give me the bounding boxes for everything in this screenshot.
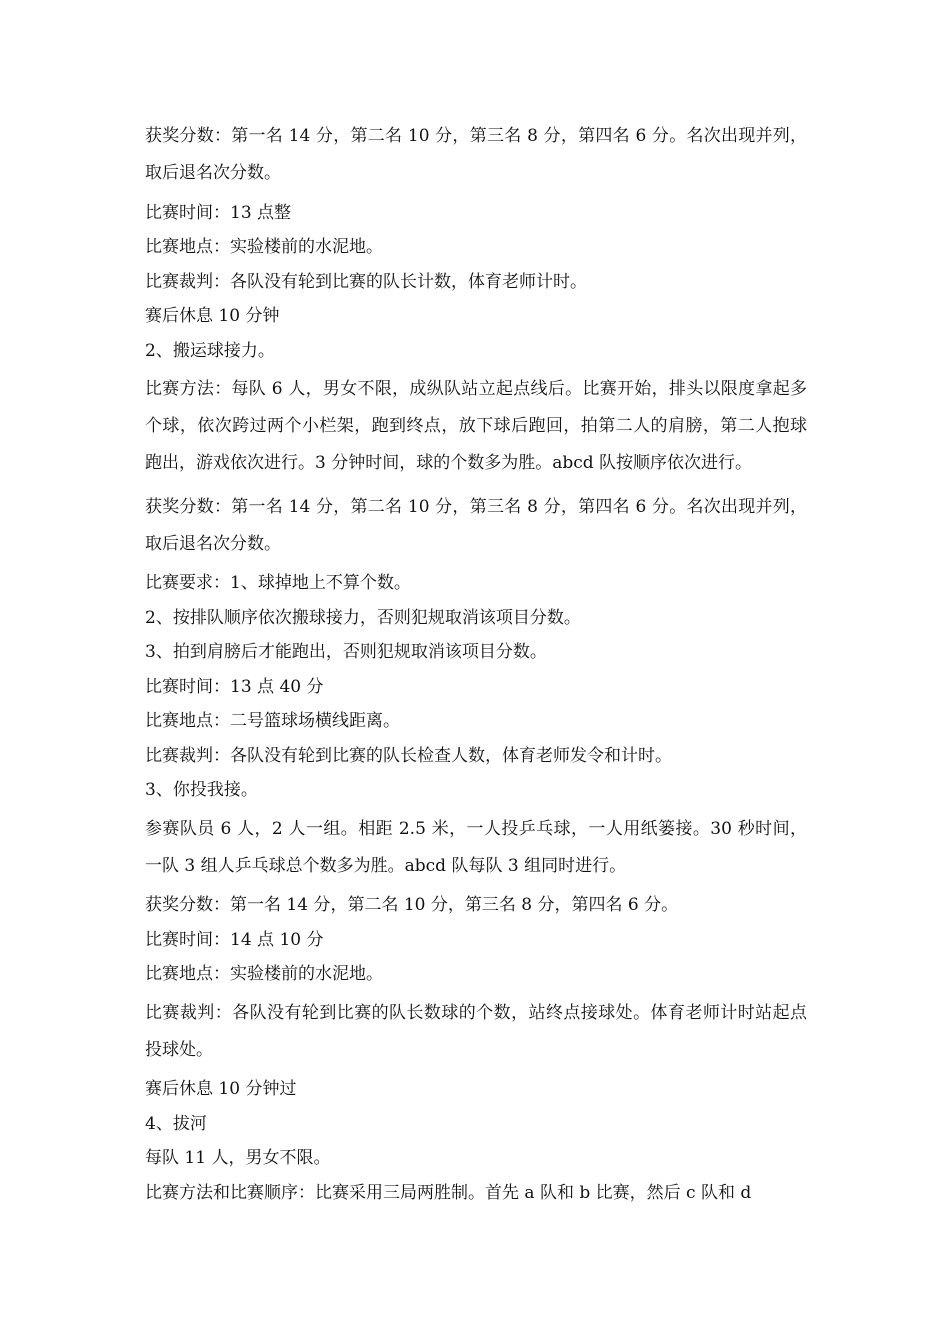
match-method-line: 比赛方法和比赛顺序：比赛采用三局两胜制。首先 a 队和 b 比赛，然后 c 队和 d <box>145 1182 752 1203</box>
award-points-paragraph: 获奖分数：第一名 14 分，第二名 10 分，第三名 8 分，第四名 6 分。名次出现并列，取后退名次分数。 <box>145 126 807 183</box>
document-body <box>145 118 807 1213</box>
match-location-line: 比赛地点：实验楼前的水泥地。 <box>145 964 383 984</box>
section-heading: 3、你投我接。 <box>145 780 258 800</box>
award-points-line: 获奖分数：第一名 14 分，第二名 10 分，第三名 8 分，第四名 6 分。 <box>145 895 679 915</box>
match-method-paragraph: 参赛队员 6 人，2 人一组。相距 2.5 米，一人投乒乓球，一人用纸篓接。30 秒时间，一队 3 组人乒乓球总个数多为胜。abcd 队每队 3 组同时进行。 <box>145 818 807 876</box>
team-size-line: 每队 11 人，男女不限。 <box>145 1148 331 1168</box>
match-requirement-line: 2、按排队顺序依次搬球接力，否则犯规取消该项目分数。 <box>145 607 581 628</box>
match-referee-line: 比赛裁判：各队没有轮到比赛的队长检查人数，体育老师发令和计时。 <box>145 745 672 766</box>
match-referee-line: 比赛裁判：各队没有轮到比赛的队长计数，体育老师计时。 <box>145 271 587 292</box>
match-time-line: 比赛时间：13 点整 <box>145 202 292 223</box>
rest-break-line: 赛后休息 10 分钟过 <box>145 1079 297 1099</box>
section-heading: 2、搬运球接力。 <box>145 340 275 361</box>
match-method-paragraph: 比赛方法：每队 6 人，男女不限，成纵队站立起点线后。比赛开始，排头以限度拿起多个球，依次跨过两个小栏架，跑到终点，放下球后跑回，拍第二人的肩膀，第二人抱球跑出，游戏依次进行。3 分钟时间，球的个数多为胜。abcd 队按顺序依次进行。 <box>145 379 807 473</box>
match-requirement-line: 3、拍到肩膀后才能跑出，否则犯规取消该项目分数。 <box>145 642 547 662</box>
section-heading: 4、拔河 <box>145 1113 207 1134</box>
rest-break-line: 赛后休息 10 分钟 <box>145 306 280 326</box>
match-time-line: 比赛时间：13 点 40 分 <box>145 676 324 697</box>
match-location-line: 比赛地点：实验楼前的水泥地。 <box>145 237 383 257</box>
match-requirement-line: 比赛要求：1、球掉地上不算个数。 <box>145 573 411 593</box>
match-location-line: 比赛地点：二号篮球场横线距离。 <box>145 711 400 731</box>
award-points-paragraph: 获奖分数：第一名 14 分，第二名 10 分，第三名 8 分，第四名 6 分。名次出现并列，取后退名次分数。 <box>145 496 807 554</box>
match-time-line: 比赛时间：14 点 10 分 <box>145 929 324 950</box>
match-referee-paragraph: 比赛裁判：各队没有轮到比赛的队长数球的个数，站终点接球处。体育老师计时站起点投球处。 <box>145 1002 807 1060</box>
